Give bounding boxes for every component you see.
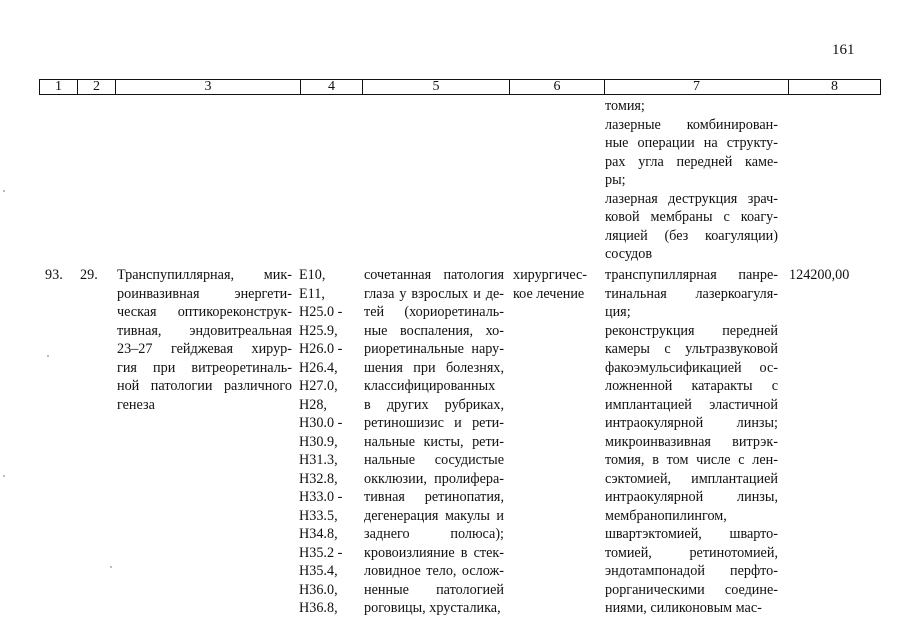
text-line: H35.2 - bbox=[299, 544, 343, 561]
text-line: H35.4, bbox=[299, 563, 338, 579]
text-line: ненные патологией bbox=[364, 581, 504, 598]
text-line: нальные кисты, рети- bbox=[364, 433, 504, 450]
header-cell-3: 3 bbox=[116, 80, 301, 95]
text-line: в других рубриках, bbox=[364, 396, 504, 413]
text-line: ретиношизис и рети- bbox=[364, 415, 504, 431]
text-line: ложненной катаракты с bbox=[605, 378, 778, 394]
scan-mark bbox=[110, 566, 112, 568]
text-line: ческая оптикореконструк- bbox=[117, 304, 292, 320]
text-line: окклюзии, пролифера- bbox=[364, 470, 504, 487]
text-line: генеза bbox=[117, 396, 155, 413]
text-line: H33.0 - bbox=[299, 489, 343, 505]
row-number: 93. bbox=[45, 267, 63, 283]
text-line: камеры с ультразвуковой bbox=[605, 341, 778, 357]
cost-value: 124200,00 bbox=[789, 267, 850, 283]
icd-codes-cell bbox=[299, 266, 342, 618]
text-line: реконструкция передней bbox=[605, 322, 778, 339]
text-line: хирургичес- bbox=[513, 267, 587, 283]
treatment-name-cell bbox=[117, 266, 292, 414]
text-line: E11, bbox=[299, 285, 325, 302]
group-number: 29. bbox=[80, 267, 98, 283]
header-cell-1: 1 bbox=[40, 80, 78, 95]
text-line: эндотампонадой перфто- bbox=[605, 563, 778, 579]
text-line: лазерная деструкция зрач- bbox=[605, 190, 778, 207]
text-line: ной патологии различного bbox=[117, 378, 292, 394]
text-line: H34.8, bbox=[299, 526, 338, 542]
text-line: H27.0, bbox=[299, 378, 338, 394]
header-cell-2: 2 bbox=[78, 80, 116, 95]
treatment-type-cell bbox=[513, 266, 587, 303]
text-line: 23–27 гейджевая хирур- bbox=[117, 341, 292, 357]
text-line: глаза у взрослых и де- bbox=[364, 285, 504, 302]
text-line: E10, bbox=[299, 267, 326, 283]
text-line: классифицированных bbox=[364, 378, 496, 394]
text-line: факоэмульсификацией ос- bbox=[605, 359, 778, 376]
text-line: швартэктомией, шварто- bbox=[605, 526, 778, 542]
text-line: ры; bbox=[605, 172, 626, 188]
text-line: транспупиллярная панре- bbox=[605, 267, 778, 283]
text-line: H33.5, bbox=[299, 507, 338, 524]
text-line: тивная, эндовитреальная bbox=[117, 322, 292, 339]
text-line: мембранопилингом, bbox=[605, 507, 727, 524]
text-line: H30.9, bbox=[299, 433, 338, 450]
text-line: H25.9, bbox=[299, 322, 338, 339]
header-cell-5: 5 bbox=[363, 80, 510, 95]
text-line: ция; bbox=[605, 304, 631, 320]
treatment-methods-cell bbox=[605, 266, 778, 618]
text-line: H30.0 - bbox=[299, 415, 343, 431]
text-line: лазерные комбинирован- bbox=[605, 116, 778, 133]
text-line: томией, ретинотомией, bbox=[605, 544, 778, 561]
text-line: рах угла передней каме- bbox=[605, 153, 778, 170]
text-line: томия, в том числе с лен- bbox=[605, 452, 778, 468]
text-line: ляцией (без коагуляции) bbox=[605, 227, 778, 244]
text-line: сосудов bbox=[605, 246, 653, 262]
text-line: ные воспаления, хо- bbox=[364, 322, 504, 339]
text-line: роинвазивная энергети- bbox=[117, 285, 292, 302]
text-line: нальные сосудистые bbox=[364, 452, 504, 468]
text-line: рорганическими соедине- bbox=[605, 581, 778, 598]
text-line: дегенерация макулы и bbox=[364, 507, 504, 524]
text-line: шения при болезнях, bbox=[364, 359, 504, 376]
text-line: кое лечение bbox=[513, 285, 585, 302]
text-line: заднего полюса); bbox=[364, 526, 504, 542]
text-line: H32.8, bbox=[299, 470, 338, 487]
patient-model-cell bbox=[364, 266, 504, 618]
text-line: томия; bbox=[605, 98, 645, 114]
text-line: тивная ретинопатия, bbox=[364, 489, 504, 505]
continuation-methods-cell bbox=[605, 97, 778, 264]
text-line: риоретинальные нару- bbox=[364, 341, 504, 357]
text-line: имплантацией эластичной bbox=[605, 396, 778, 413]
column-number-header bbox=[39, 79, 881, 95]
text-line: гия при витреоретиналь- bbox=[117, 359, 292, 376]
scan-mark bbox=[3, 475, 5, 477]
scan-mark bbox=[47, 355, 49, 357]
scan-mark bbox=[3, 190, 5, 192]
header-cell-6: 6 bbox=[510, 80, 605, 95]
text-line: тинальная лазеркоагуля- bbox=[605, 285, 778, 302]
text-line: H28, bbox=[299, 396, 327, 413]
text-line: ные операции на структу- bbox=[605, 135, 778, 151]
text-line: Транспупиллярная, мик- bbox=[117, 267, 292, 283]
text-line: роговицы, хрусталика, bbox=[364, 600, 501, 616]
text-line: микроинвазивная витрэк- bbox=[605, 433, 778, 450]
text-line: ковой мембраны с коагу- bbox=[605, 209, 778, 225]
text-line: ловидное тело, ослож- bbox=[364, 563, 504, 579]
text-line: сочетанная патология bbox=[364, 267, 504, 283]
text-line: H36.8, bbox=[299, 600, 338, 616]
text-line: ниями, силиконовым мас- bbox=[605, 600, 762, 616]
text-line: H25.0 - bbox=[299, 304, 343, 320]
text-line: интраокулярной линзы; bbox=[605, 415, 778, 431]
header-cell-7: 7 bbox=[605, 80, 789, 95]
text-line: тей (хориоретиналь- bbox=[364, 304, 504, 320]
text-line: H36.0, bbox=[299, 581, 338, 598]
text-line: H31.3, bbox=[299, 452, 338, 468]
page-number: 161 bbox=[832, 42, 855, 58]
text-line: сэктомией, имплантацией bbox=[605, 470, 778, 487]
text-line: H26.4, bbox=[299, 359, 338, 376]
text-line: кровоизлияние в стек- bbox=[364, 544, 504, 561]
text-line: H26.0 - bbox=[299, 341, 343, 357]
header-cell-4: 4 bbox=[301, 80, 363, 95]
text-line: интраокулярной линзы, bbox=[605, 489, 778, 505]
header-cell-8: 8 bbox=[789, 80, 881, 95]
